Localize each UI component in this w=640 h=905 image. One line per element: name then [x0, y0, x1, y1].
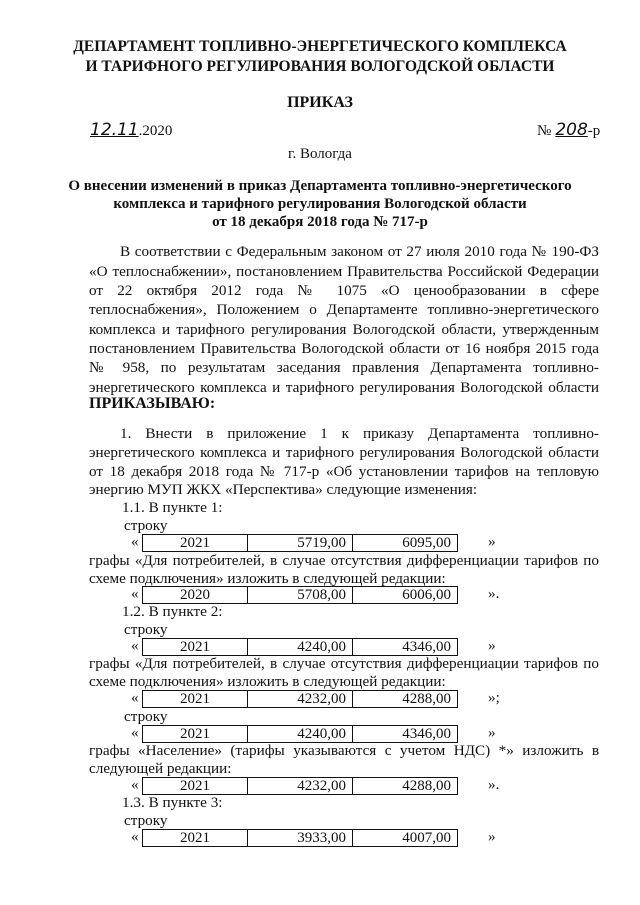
- preamble-line: энергетического комплекса и тарифного регулирования Вологодской области: [89, 379, 599, 396]
- date-year: .2020: [138, 123, 173, 139]
- number-suffix: -р: [587, 123, 601, 139]
- tariff-h1-cell: 3933,00: [248, 830, 353, 847]
- quote-open: «: [131, 585, 139, 602]
- order-title-line1: О внесении изменений в приказ Департамента топливно-энергетического: [68, 178, 572, 194]
- stroku-label: строку: [124, 708, 168, 725]
- quote-open: «: [131, 533, 139, 550]
- grafy-line: графы «Для потребителей, в случае отсутствия дифференциации тарифов по: [89, 552, 599, 569]
- item1-line: энергию МУП ЖКХ «Перспектива» следующие изменения:: [89, 481, 478, 498]
- order-word: ПРИКАЗЫВАЮ:: [89, 395, 216, 412]
- section-1-2: 1.2. В пункте 2:: [122, 603, 223, 620]
- order-title-line3: от 18 декабря 2018 года № 717-р: [212, 214, 428, 230]
- tariff-h2-cell: 4007,00: [353, 830, 458, 847]
- year-cell: 2021: [143, 639, 248, 656]
- tariff-h2-cell: 4346,00: [353, 639, 458, 656]
- quote-close: »: [488, 533, 496, 550]
- preamble-line: В соответствии с Федеральным законом от 27 июля 2010 года № 190-ФЗ: [120, 243, 599, 260]
- preamble-line: теплоснабжения», Положением о Департаменте топливно-энергетического: [89, 301, 599, 318]
- preamble-line: «О теплоснабжении», постановлением Правительства Российской Федерации: [89, 263, 599, 280]
- city: г. Вологда: [288, 146, 352, 162]
- preamble-line: постановлением Правительства Вологодской области от 16 ноября 2015 года: [89, 340, 599, 357]
- tariff-h1-cell: 4240,00: [248, 726, 353, 743]
- order-number: [537, 120, 600, 140]
- quote-close: »: [488, 724, 496, 741]
- year-cell: 2021: [143, 830, 248, 847]
- grafy-line: схеме подключения» изложить в следующей редакции:: [89, 673, 446, 690]
- quote-open: «: [131, 637, 139, 654]
- quote-open: «: [131, 776, 139, 793]
- order-title-line2: комплекса и тарифного регулирования Вологодской области: [113, 196, 527, 212]
- tariff-h1-cell: 4232,00: [248, 691, 353, 708]
- quote-open: «: [131, 689, 139, 706]
- tariff-h2-cell: 4346,00: [353, 726, 458, 743]
- department-name-line1: ДЕПАРТАМЕНТ ТОПЛИВНО-ЭНЕРГЕТИЧЕСКОГО КОМПЛЕКСА: [73, 38, 567, 55]
- quote-close: »;: [488, 689, 500, 706]
- stroku-label: строку: [124, 812, 168, 829]
- preamble-line: № 958, по результатам заседания правления Департамента топливно-: [89, 359, 599, 376]
- item1-line: 1. Внести в приложение 1 к приказу Департамента топливно-: [120, 425, 599, 442]
- year-cell: 2021: [143, 535, 248, 552]
- tariff-h1-cell: 5708,00: [248, 587, 353, 604]
- tariff-h1-cell: 4232,00: [248, 778, 353, 795]
- quote-close: ».: [488, 776, 500, 793]
- number-prefix: №: [537, 123, 552, 139]
- stroku-label: строку: [124, 517, 168, 534]
- tariff-row-table: [142, 586, 458, 604]
- grafy-line: графы «Население» (тарифы указываются с учетом НДС) *» изложить в: [89, 742, 599, 759]
- year-cell: 2021: [143, 726, 248, 743]
- document-type: ПРИКАЗ: [287, 94, 353, 111]
- tariff-row-table: [142, 534, 458, 552]
- item1-line: энергетического комплекса и тарифного регулирования Вологодской области: [89, 444, 599, 461]
- year-cell: 2021: [143, 691, 248, 708]
- section-1-1: 1.1. В пункте 1:: [122, 499, 223, 516]
- stroku-label: строку: [124, 621, 168, 638]
- year-cell: 2021: [143, 778, 248, 795]
- grafy-line: следующей редакции:: [89, 760, 232, 777]
- tariff-h1-cell: 4240,00: [248, 639, 353, 656]
- tariff-h2-cell: 6095,00: [353, 535, 458, 552]
- tariff-row-table: [142, 777, 458, 795]
- preamble-line: от 22 октября 2012 года № 1075 «О ценообразовании в сфере: [89, 282, 599, 299]
- item1-line: от 18 декабря 2018 года № 717-р «Об установлении тарифов на тепловую: [89, 463, 599, 480]
- tariff-h1-cell: 5719,00: [248, 535, 353, 552]
- department-name-line2: И ТАРИФНОГО РЕГУЛИРОВАНИЯ ВОЛОГОДСКОЙ ОБЛАСТИ: [85, 58, 555, 75]
- quote-open: «: [131, 724, 139, 741]
- grafy-line: графы «Для потребителей, в случае отсутствия дифференциации тарифов по: [89, 655, 599, 672]
- quote-open: «: [131, 828, 139, 845]
- tariff-h2-cell: 6006,00: [353, 587, 458, 604]
- quote-close: »: [488, 637, 496, 654]
- preamble-line: комплекса и тарифного регулирования Вологодской области, утвержденным: [89, 321, 599, 338]
- handwritten-number: 208: [555, 120, 588, 140]
- handwritten-date: 12.11: [90, 120, 139, 140]
- order-date: [90, 120, 172, 140]
- tariff-h2-cell: 4288,00: [353, 778, 458, 795]
- tariff-row-table: [142, 829, 458, 847]
- tariff-h2-cell: 4288,00: [353, 691, 458, 708]
- section-1-3: 1.3. В пункте 3:: [122, 794, 223, 811]
- tariff-row-table: [142, 690, 458, 708]
- grafy-line: схеме подключения» изложить в следующей редакции:: [89, 570, 446, 587]
- quote-close: ».: [488, 585, 500, 602]
- year-cell: 2020: [143, 587, 248, 604]
- quote-close: »: [488, 828, 496, 845]
